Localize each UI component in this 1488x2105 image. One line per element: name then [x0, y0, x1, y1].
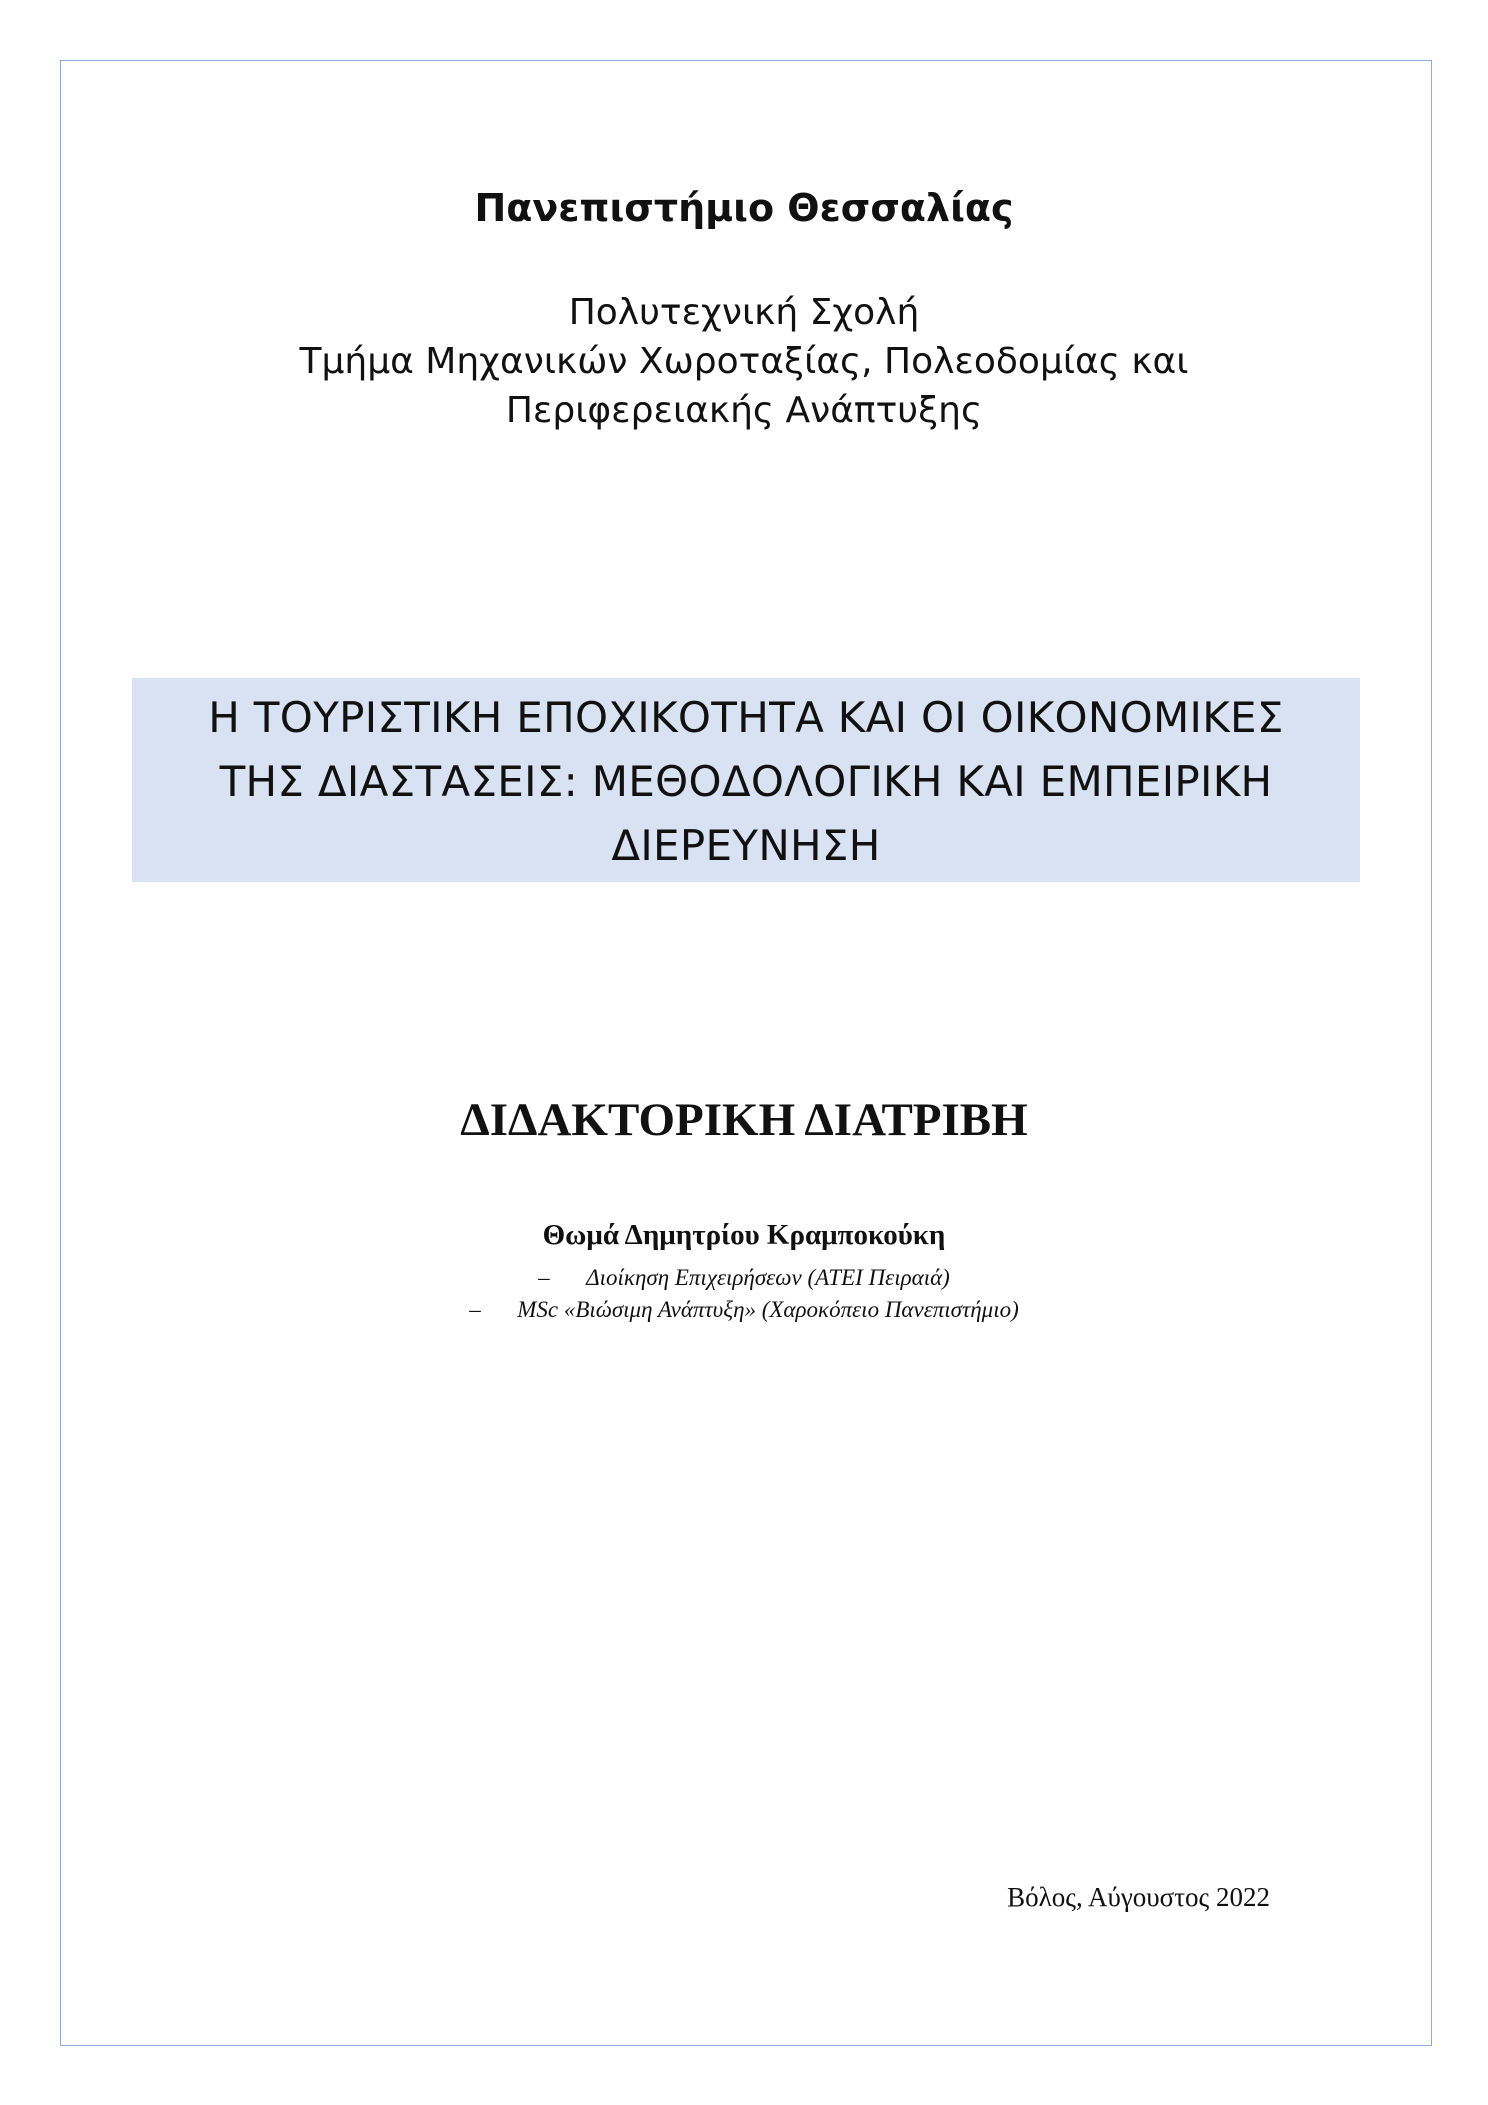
degree-text: Διοίκηση Επιχειρήσεων (ΑΤΕΙ Πειραιά) [586, 1265, 950, 1290]
place-and-date: Βόλος, Αύγουστος 2022 [1007, 1882, 1270, 1912]
degree-item [0, 1262, 1488, 1294]
thesis-title-line-1: Η ΤΟΥΡΙΣΤΙΚΗ ΕΠΟΧΙΚΟΤΗΤΑ ΚΑΙ ΟΙ ΟΙΚΟΝΟΜΙΚΕΣ [208, 693, 1284, 742]
thesis-type-heading: ΔΙΔΑΚΤΟΡΙΚΗ ΔΙΑΤΡΙΒΗ [460, 1094, 1028, 1146]
degree-text: MSc «Βιώσιμη Ανάπτυξη» (Χαροκόπειο Πανεπιστήμιο) [517, 1297, 1019, 1322]
author-name: Θωμά Δημητρίου Κραμποκούκη [542, 1219, 946, 1251]
author-degrees-list [0, 1262, 1488, 1326]
dash-bullet: – [469, 1297, 481, 1322]
thesis-title-line-3: ΔΙΕΡΕΥΝΗΣΗ [611, 821, 881, 870]
university-name: Πανεπιστήμιο Θεσσαλίας [474, 186, 1014, 230]
thesis-title-box [132, 678, 1360, 882]
degree-item [0, 1294, 1488, 1326]
thesis-title-line-2: ΤΗΣ ΔΙΑΣΤΑΣΕΙΣ: ΜΕΘΟΔΟΛΟΓΙΚΗ ΚΑΙ ΕΜΠΕΙΡΙΚΗ [219, 757, 1273, 806]
department-name-line-1: Τμήμα Μηχανικών Χωροταξίας, Πολεοδομίας και [299, 341, 1189, 382]
school-name: Πολυτεχνική Σχολή [568, 292, 920, 333]
dash-bullet: – [538, 1265, 550, 1290]
department-name-line-2: Περιφερειακής Ανάπτυξης [505, 390, 983, 431]
school-department-block [0, 288, 1488, 435]
